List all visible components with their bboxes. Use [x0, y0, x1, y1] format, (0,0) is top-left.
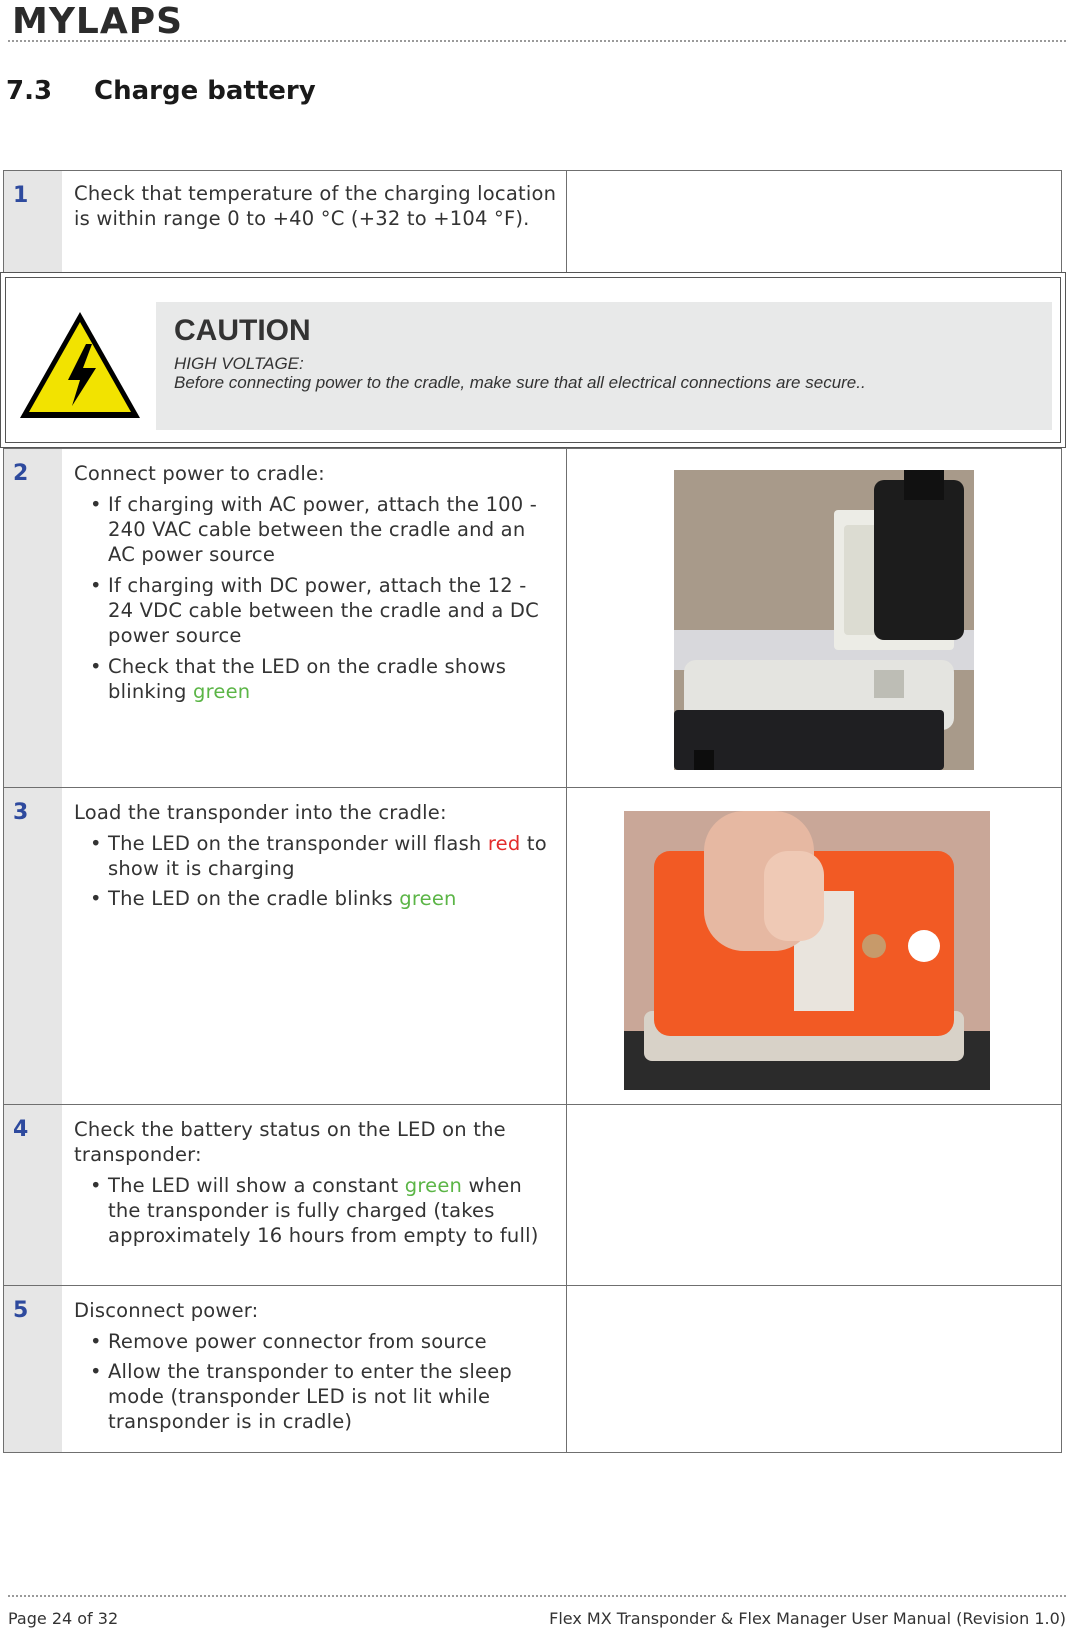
step-row-4 — [3, 1104, 1062, 1286]
document-title: Flex MX Transponder & Flex Manager User Manual (Revision 1.0) — [549, 1609, 1066, 1628]
caution-notice — [0, 272, 1066, 448]
step-instruction: Check the battery status on the LED on the transponder: — [74, 1118, 506, 1166]
high-voltage-warning-icon — [16, 308, 144, 424]
caution-title: CAUTION — [174, 314, 311, 347]
caution-frame — [5, 277, 1061, 443]
step-row-3 — [3, 787, 1062, 1105]
step-number: 5 — [13, 1298, 29, 1323]
header-divider — [8, 40, 1066, 42]
step-image-cell — [567, 171, 1061, 273]
led-color-green: green — [399, 887, 457, 910]
transponder-in-cradle-photo — [624, 811, 990, 1090]
step-row-1 — [3, 170, 1062, 274]
step-instruction: Connect power to cradle: — [74, 462, 325, 485]
caution-message-box — [156, 302, 1052, 430]
step-text-cell — [62, 449, 567, 787]
step-number-cell — [4, 1105, 62, 1285]
step-number-cell — [4, 788, 62, 1104]
cradle-with-power-adapter-photo — [674, 470, 974, 770]
led-color-red: red — [487, 832, 521, 855]
list-item: • Remove power connector from source — [90, 1330, 487, 1353]
list-item: • The LED on the transponder will flash red to show it is charging — [90, 832, 547, 880]
step-number: 1 — [13, 183, 29, 208]
step-number: 2 — [13, 461, 29, 486]
step-text-cell — [62, 788, 567, 1104]
step-image-cell — [567, 788, 1061, 1104]
list-item: • If charging with AC power, attach the 100 - 240 VAC cable between the cradle and an AC power source — [90, 493, 538, 566]
step-instruction: Load the transponder into the cradle: — [74, 801, 447, 824]
svg-text:MYLAPS: MYLAPS — [12, 2, 184, 38]
page-number: Page 24 of 32 — [8, 1609, 119, 1628]
step-number: 4 — [13, 1117, 29, 1142]
step-text-cell — [62, 1105, 567, 1285]
section-number: 7.3 — [6, 76, 53, 106]
step-image-cell — [567, 1286, 1061, 1452]
list-item: • If charging with DC power, attach the 12 - 24 VDC cable between the cradle and a DC power source — [90, 574, 539, 647]
list-item: • Check that the LED on the cradle shows blinking green — [90, 655, 507, 703]
step-number-cell — [4, 171, 62, 273]
caution-subtitle: HIGH VOLTAGE: — [174, 354, 304, 373]
step-instruction: Check that temperature of the charging location is within range 0 to +40 °C (+32 to +104 °F). — [74, 182, 557, 230]
step-text-cell — [62, 171, 567, 273]
step-text-cell — [62, 1286, 567, 1452]
step-instruction: Disconnect power: — [74, 1299, 259, 1322]
footer-divider — [8, 1595, 1066, 1597]
led-color-green: green — [193, 680, 251, 703]
step-image-cell — [567, 1105, 1061, 1285]
list-item: • Allow the transponder to enter the sleep mode (transponder LED is not lit while transponder is in cradle) — [90, 1360, 512, 1433]
list-item: • The LED on the cradle blinks green — [90, 887, 457, 910]
step-number-cell — [4, 1286, 62, 1452]
list-item: • The LED will show a constant green when the transponder is fully charged (takes approximately 16 hours from empty to full) — [90, 1174, 539, 1247]
mylaps-logo — [12, 2, 222, 38]
caution-text: Before connecting power to the cradle, make sure that all electrical connections are secure.. — [174, 373, 866, 392]
led-color-green: green — [404, 1174, 463, 1197]
step-row-5 — [3, 1285, 1062, 1453]
section-title: Charge battery — [94, 76, 316, 106]
step-number-cell — [4, 449, 62, 787]
step-image-cell — [567, 449, 1061, 787]
step-row-2 — [3, 448, 1062, 788]
step-number: 3 — [13, 800, 29, 825]
